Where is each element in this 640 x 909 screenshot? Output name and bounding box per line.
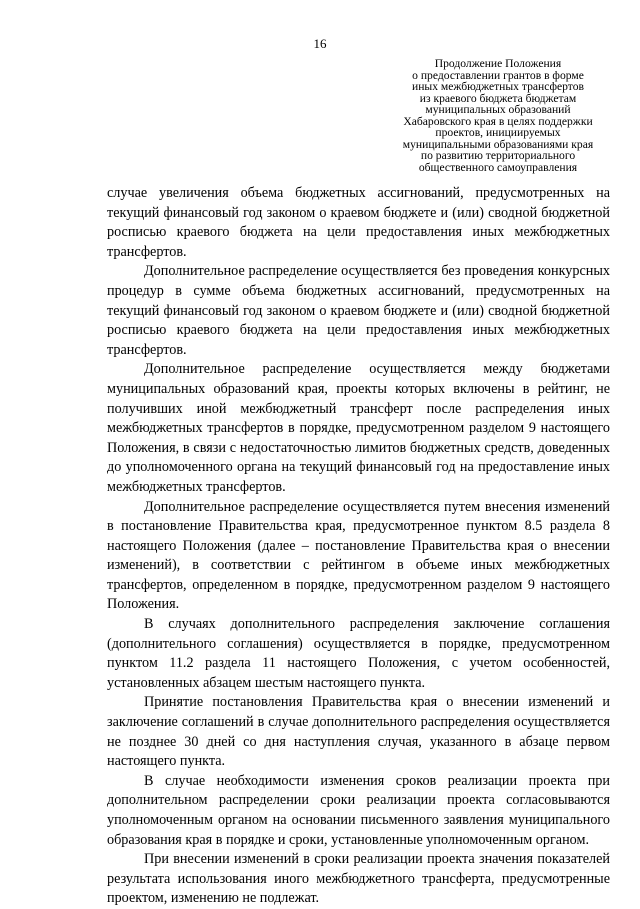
header-line: из краевого бюджета бюджетам [419,91,577,105]
paragraph: При внесении изменений в сроки реализации проекта значения показателей результата использования иного межбюджетного трансферта, предусмотренные проектом, изменению не подлежат. [107,851,610,907]
header-line: иных межбюджетных трансфертов [412,80,584,93]
header-line: о предоставлении грантов в форме [412,68,584,82]
header-line: Хабаровского края в целях поддержки [403,114,593,128]
header-line: муниципальных образований [425,103,571,116]
paragraph: Дополнительное распределение осуществляется без проведения конкурсных процедур в сумме объема бюджетных ассигнований, предусмотренных на текущий финансовый год законом о краевом бюджете и (или) сводной бюджетной росписью краевого бюджета на цели предоставления иных межбюджетных трансфертов. [107,263,610,358]
header-line: по развитию территориального [420,149,576,162]
paragraph: В случаях дополнительного распределения заключение соглашения (дополнительного соглашения) осуществляется в порядке, предусмотренном пунктом 11.2 раздела 11 настоящего Положения, с учетом особенностей, установленных абзацем шестым настоящего пункта. [107,616,610,691]
paragraph: В случае необходимости изменения сроков реализации проекта при дополнительном распределении сроки реализации проекта согласовываются уполномоченным органом на основании письменного заявления муниципального образования края в порядке и сроки, установленные уполномоченным органом. [107,772,610,848]
document-header [383,58,613,173]
header-line: проектов, инициируемых [435,126,561,139]
paragraph: случае увеличения объема бюджетных ассигнований, предусмотренных на текущий финансовый год законом о краевом бюджете и (или) сводной бюджетной росписью краевого бюджета на цели предоставления иных межбюджетных трансфертов. [107,185,610,260]
paragraph: Дополнительное распределение осуществляется путем внесения изменений в постановление Правительства края, предусмотренное пунктом 8.5 раздела 8 настоящего Положения (далее – постановление Правительства края о внесении изменений), в соответствии с рейтингом в объеме иных межбюджетных трансфертов, определенном в порядке, предусмотренном разделом 9 настоящего Положения. [107,498,610,613]
paragraph: Принятие постановления Правительства края о внесении изменений и заключение соглашений в случае дополнительного распределения осуществляется не позднее 30 дней со дня наступления случая, указанного в абзаце первом настоящего пункта. [107,694,610,770]
header-line: Продолжение Положения [434,57,562,70]
body-text [107,184,610,909]
header-line: общественного самоуправления [418,160,578,174]
header-line: муниципальными образованиями края [402,137,594,151]
paragraph: Дополнительное распределение осуществляется между бюджетами муниципальных образований края, проекты которых включены в рейтинг, не получивших иной межбюджетный трансферт после распределения иных межбюджетных трансфертов в порядке, предусмотренном разделом 9 настоящего Положения, в связи с недостаточностью лимитов бюджетных средств, доведенных до уполномоченного органа на текущий финансовый год на предоставление иных межбюджетных трансфертов. [107,361,610,495]
page-number: 16 [313,36,327,51]
